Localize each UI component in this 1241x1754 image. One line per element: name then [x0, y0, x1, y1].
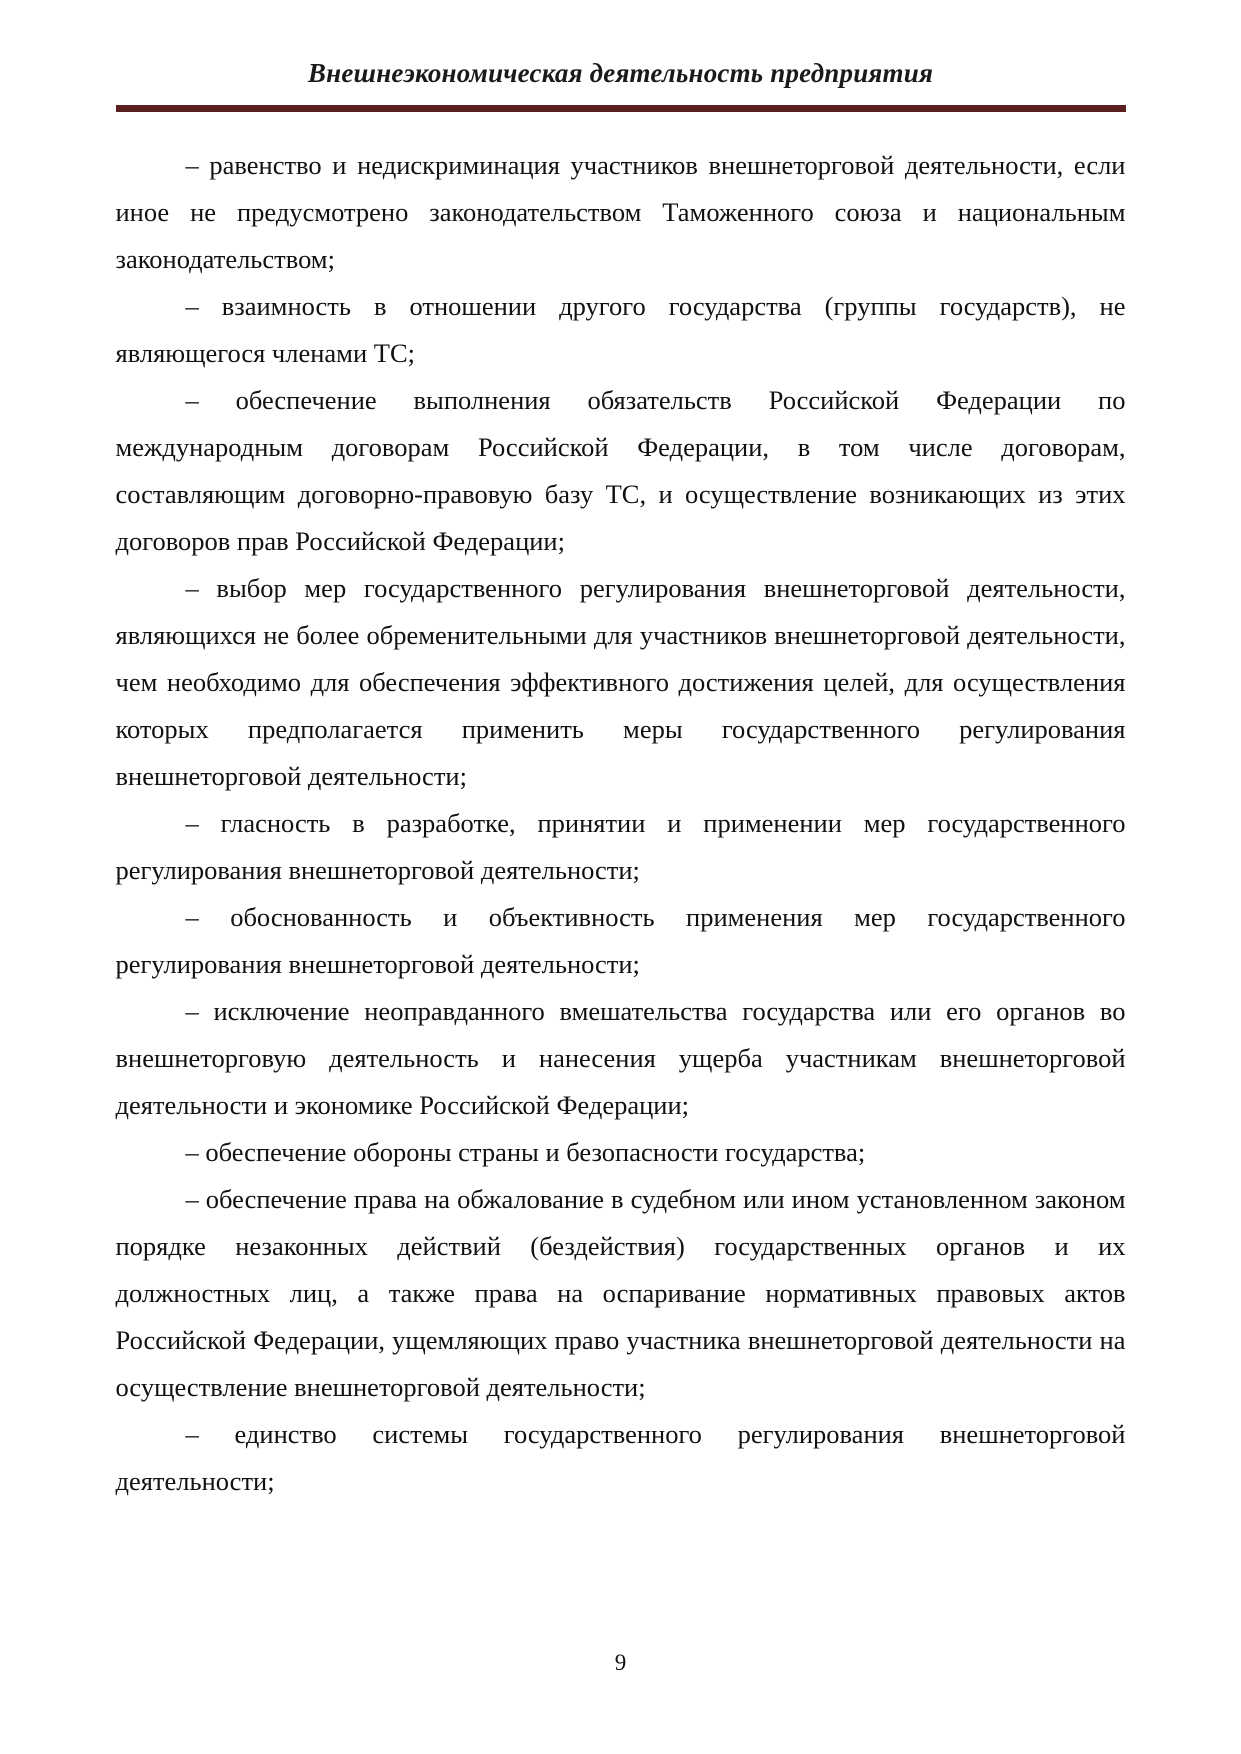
page-content: [116, 112, 1126, 1505]
paragraph: – исключение неоправданного вмешательства государства или его органов во внешнеторговую деятельность и нанесения ущерба участникам внешнеторговой деятельности и экономике Российской Федерации;: [115, 996, 1126, 1120]
page-footer: [0, 1650, 1241, 1676]
paragraph: – обеспечение выполнения обязательств Российской Федерации по международным договорам Российской Федерации, в том числе договорам, составляющим договорно-правовую базу ТС, и осуществление возникающих из этих договоров прав Российской Федерации;: [115, 385, 1126, 556]
page-header: [0, 0, 1241, 89]
paragraph: – обеспечение обороны страны и безопасности государства;: [185, 1137, 866, 1167]
paragraph: – взаимность в отношении другого государства (группы государств), не являющегося членами ТС;: [115, 291, 1126, 368]
paragraph: – равенство и недискриминация участников внешнеторговой деятельности, если иное не предусмотрено законодательством Таможенного союза и национальным законодательством;: [115, 150, 1126, 274]
running-head-title: Внешнеэкономическая деятельность предприятия: [307, 58, 934, 88]
paragraph: – гласность в разработке, принятии и применении мер государственного регулирования внешнеторговой деятельности;: [115, 808, 1126, 885]
paragraph: – обоснованность и объективность применения мер государственного регулирования внешнеторговой деятельности;: [115, 902, 1126, 979]
header-divider: [116, 105, 1126, 112]
page-number: 9: [614, 1650, 627, 1675]
paragraph: – единство системы государственного регулирования внешнеторговой деятельности;: [115, 1419, 1126, 1496]
paragraph: – обеспечение права на обжалование в судебном или ином установленном законом порядке незаконных действий (бездействия) государственных органов и их должностных лиц, а также права на оспаривание нормативных правовых актов Российской Федерации, ущемляющих право участника внешнеторговой деятельности на осуществление внешнеторговой деятельности;: [115, 1184, 1126, 1402]
paragraph: – выбор мер государственного регулирования внешнеторговой деятельности, являющихся не более обременительными для участников внешнеторговой деятельности, чем необходимо для обеспечения эффективного достижения целей, для осуществления которых предполагается применить меры государственного регулирования внешнеторговой деятельности;: [115, 573, 1126, 791]
